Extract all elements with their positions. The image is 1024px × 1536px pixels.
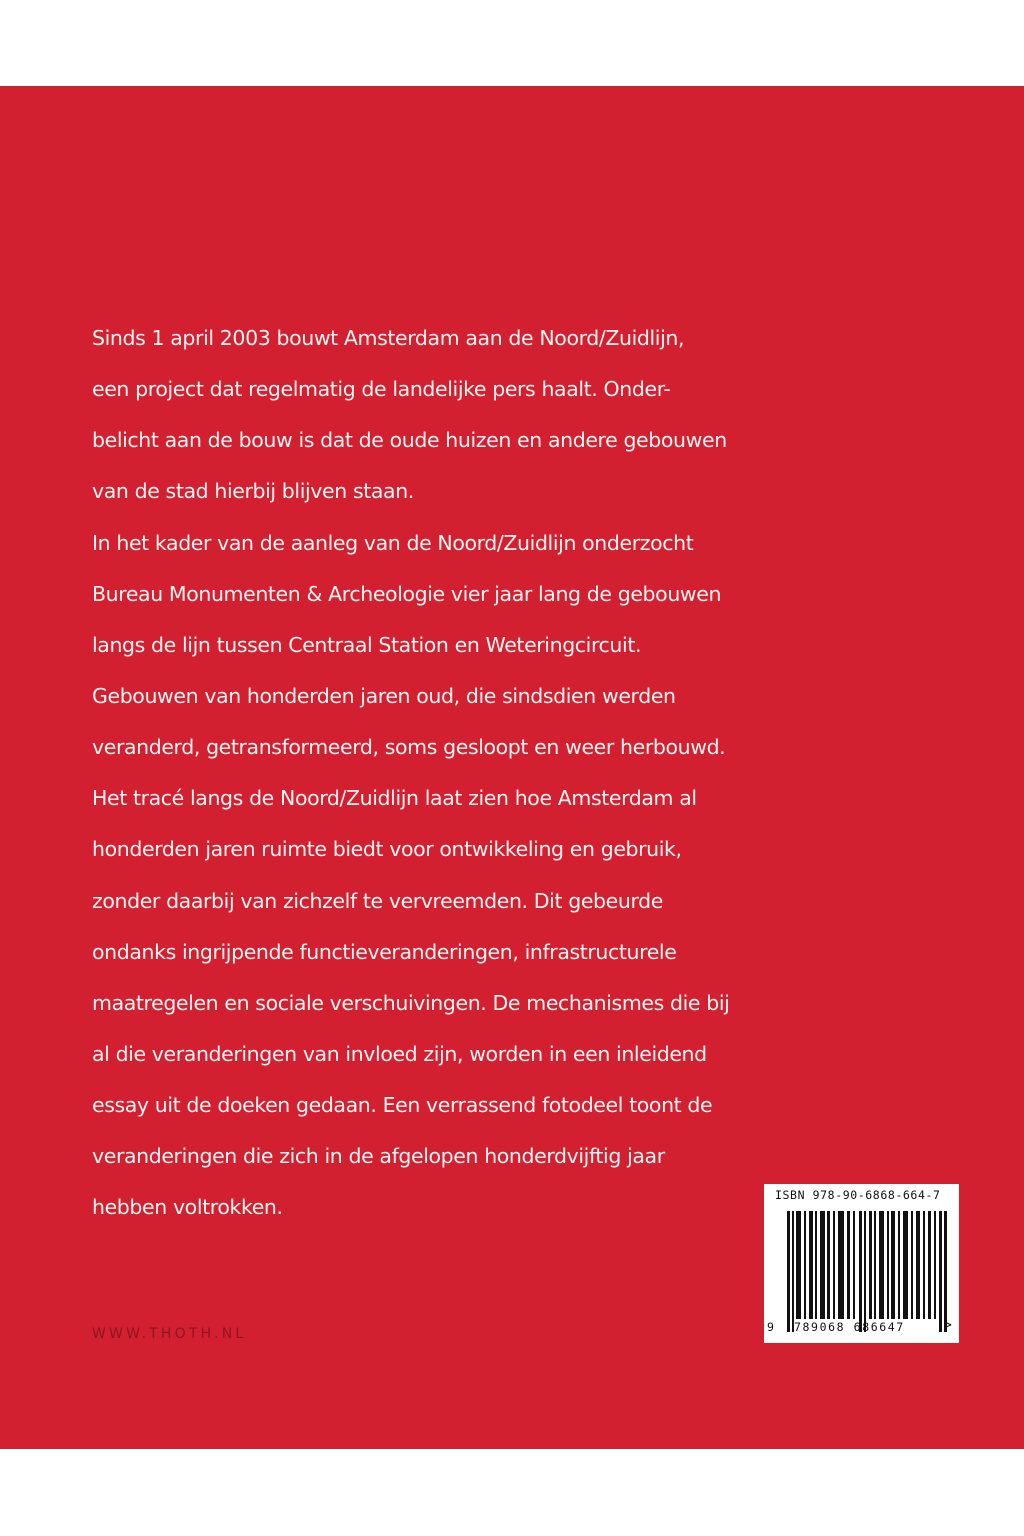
quiet-zone-marker-icon: > (944, 1318, 952, 1333)
blurb-line: langs de lijn tussen Centraal Station en Weteringcircuit. (92, 632, 642, 657)
blurb-line: essay uit de doeken gedaan. Een verrassend fotodeel toont de (92, 1093, 713, 1118)
blurb-line: Gebouwen van honderden jaren oud, die sindsdien werden (92, 683, 676, 708)
blurb-line: Bureau Monumenten & Archeologie vier jaar lang de gebouwen (92, 581, 722, 606)
blurb-line: Het tracé langs de Noord/Zuidlijn laat zien hoe Amsterdam al (92, 786, 697, 811)
blurb-line: al die veranderingen van invloed zijn, worden in een inleidend (92, 1041, 707, 1066)
blurb-line: van de stad hierbij blijven staan. (92, 479, 414, 504)
blurb-line: veranderingen die zich in de afgelopen honderdvijftig jaar (92, 1144, 665, 1169)
ean-digits: 789068 686647 (794, 1320, 905, 1334)
blurb-line: hebben voltrokken. (92, 1195, 283, 1220)
blurb-line: belicht aan de bouw is dat de oude huizen en andere gebouwen (92, 428, 727, 453)
blurb-text (92, 318, 852, 1239)
blurb-line: In het kader van de aanleg van de Noord/Zuidlijn onderzocht (92, 530, 694, 555)
blurb-line: een project dat regelmatig de landelijke pers haalt. Onder- (92, 377, 671, 402)
blurb-line: zonder daarbij van zichzelf te vervreemden. Dit gebeurde (92, 888, 663, 913)
blurb-line: maatregelen en sociale verschuivingen. De mechanismes die bij (92, 990, 730, 1015)
isbn-barcode (764, 1184, 959, 1343)
blurb-line: veranderd, getransformeerd, soms gesloopt en weer herbouwd. (92, 735, 726, 760)
blurb-line: honderden jaren ruimte biedt voor ontwikkeling en gebruik, (92, 837, 682, 862)
publisher-website: WWW.THOTH.NL (92, 1326, 247, 1342)
blurb-line: Sinds 1 april 2003 bouwt Amsterdam aan de Noord/Zuidlijn, (92, 326, 685, 350)
blurb-line: ondanks ingrijpende functieveranderingen, infrastructurele (92, 939, 677, 964)
isbn-label: ISBN 978-90-6868-664-7 (775, 1188, 941, 1202)
ean-first-digit: 9 (767, 1320, 774, 1334)
barcode-bars-icon (787, 1211, 947, 1332)
